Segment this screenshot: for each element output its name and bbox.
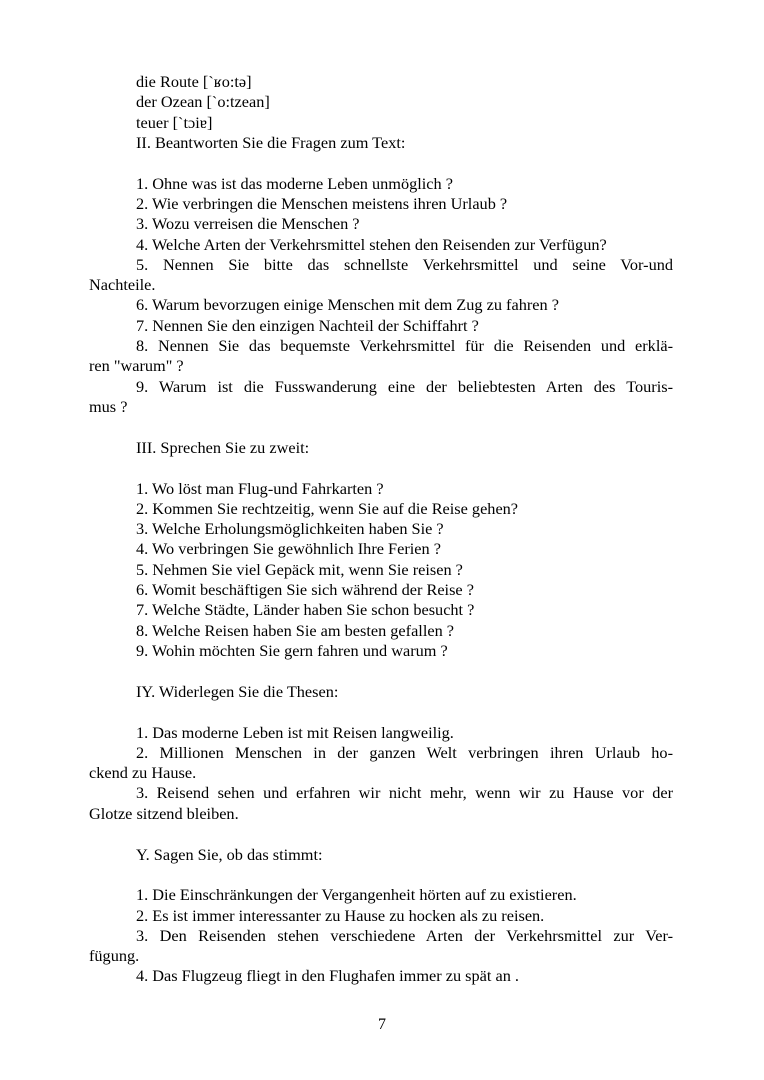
statement-4: 4. Das Flugzeug fliegt in den Flughafen immer zu spät an . <box>136 966 519 986</box>
question-1: 1. Ohne was ist das moderne Leben unmöglich ? <box>136 173 453 193</box>
thesis-3-cont: Glotze sitzend bleiben. <box>89 803 239 823</box>
list-item: 9. Wohin möchten Sie gern fahren und warum ? <box>136 640 448 660</box>
list-item: 2. Kommen Sie rechtzeitig, wenn Sie auf die Reise gehen? <box>136 498 519 518</box>
list-item: 8. Welche Reisen haben Sie am besten gefallen ? <box>136 620 455 640</box>
question-8: 8. Nennen Sie das bequemste Verkehrsmittel für die Reisenden und erklä- <box>136 336 673 356</box>
section-5-heading: Y. Sagen Sie, ob das stimmt: <box>136 844 323 864</box>
thesis-1: 1. Das moderne Leben ist mit Reisen langweilig. <box>136 722 454 742</box>
list-item: 4. Wo verbringen Sie gewöhnlich Ihre Ferien ? <box>136 539 441 559</box>
section-3-heading: III. Sprechen Sie zu zweit: <box>136 437 310 457</box>
page-body <box>89 72 673 987</box>
statement-3-cont: fügung. <box>89 946 140 966</box>
list-item: 6. Womit beschäftigen Sie sich während der Reise ? <box>136 580 474 600</box>
statement-3: 3. Den Reisenden stehen verschiedene Arten der Verkehrsmittel zur Ver- <box>136 925 673 945</box>
section-4-heading: IY. Widerlegen Sie die Thesen: <box>136 681 339 701</box>
question-5-cont: Nachteile. <box>89 275 156 295</box>
list-item: 5. Nehmen Sie viel Gepäck mit, wenn Sie reisen ? <box>136 559 463 579</box>
vocab-item: der Ozean [`o:tzean] <box>136 92 270 112</box>
question-2: 2. Wie verbringen die Menschen meistens ihren Urlaub ? <box>136 193 508 213</box>
question-5: 5. Nennen Sie bitte das schnellste Verkehrsmittel und seine Vor-und <box>136 254 673 274</box>
thesis-2: 2. Millionen Menschen in der ganzen Welt verbringen ihren Urlaub ho- <box>136 742 673 762</box>
list-item: 3. Welche Erholungsmöglichkeiten haben Sie ? <box>136 519 444 539</box>
question-9: 9. Warum ist die Fusswanderung eine der beliebtesten Arten des Touris- <box>136 376 673 396</box>
page-number: 7 <box>378 1016 386 1033</box>
question-9-cont: mus ? <box>89 396 128 416</box>
statement-1: 1. Die Einschränkungen der Vergangenheit hörten auf zu existieren. <box>136 885 577 905</box>
thesis-3: 3. Reisend sehen und erfahren wir nicht mehr, wenn wir zu Hause vor der <box>136 783 673 803</box>
question-3: 3. Wozu verreisen die Menschen ? <box>136 214 360 234</box>
question-6: 6. Warum bevorzugen einige Menschen mit dem Zug zu fahren ? <box>136 295 559 315</box>
thesis-2-cont: ckend zu Hause. <box>89 763 197 783</box>
list-item: 1. Wo löst man Flug-und Fahrkarten ? <box>136 478 384 498</box>
question-4: 4. Welche Arten der Verkehrsmittel stehen den Reisenden zur Verfügun? <box>136 234 607 254</box>
vocab-item: die Route [`ʁo:tə] <box>136 72 252 91</box>
vocab-item: teuer [`tɔiɐ] <box>136 112 213 132</box>
question-7: 7. Nennen Sie den einzigen Nachteil der Schiffahrt ? <box>136 315 479 335</box>
statement-2: 2. Es ist immer interessanter zu Hause zu hocken als zu reisen. <box>136 905 545 925</box>
list-item: 7. Welche Städte, Länder haben Sie schon besucht ? <box>136 600 475 620</box>
question-8-cont: ren "warum" ? <box>89 356 184 376</box>
section-2-heading: II. Beantworten Sie die Fragen zum Text: <box>136 132 406 152</box>
